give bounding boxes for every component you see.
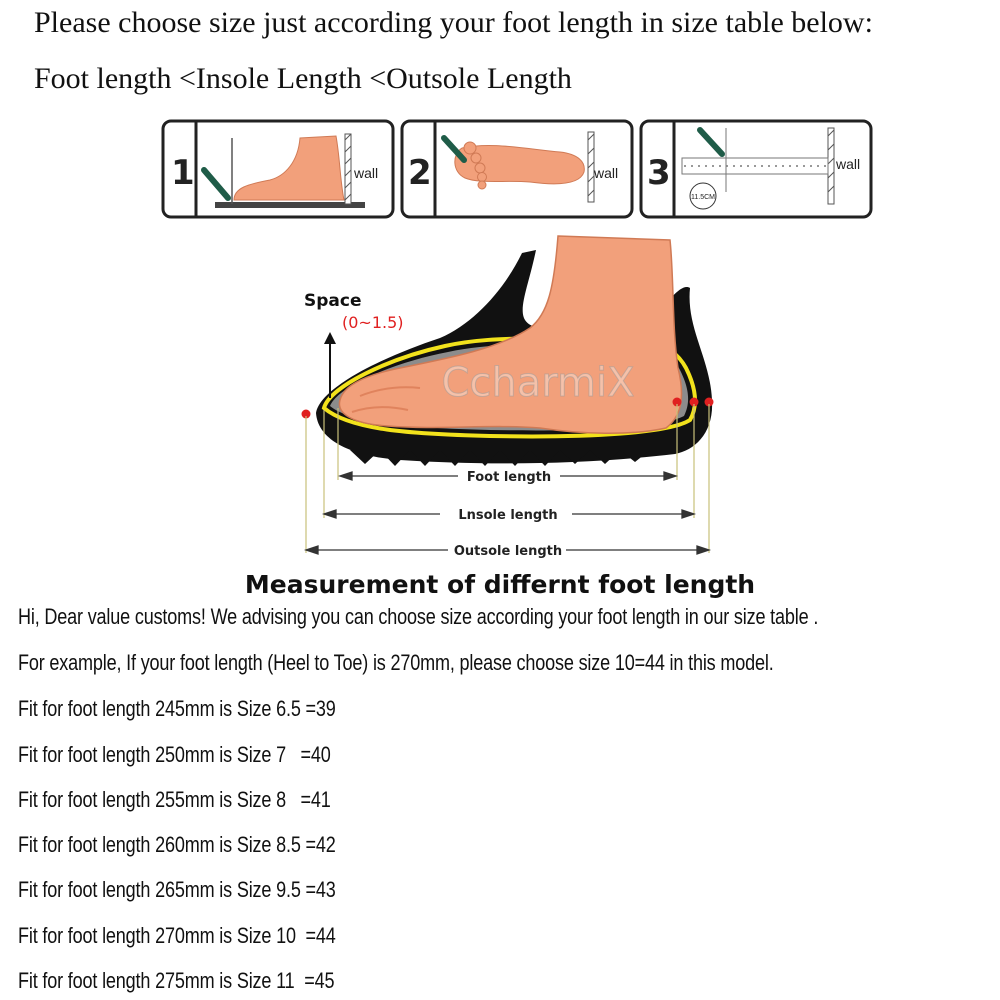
size-row-42: Fit for foot length 260mm is Size 8.5 =42 [18, 832, 336, 857]
space-range-label: (0~1.5) [342, 313, 404, 332]
insole-length-label: Lnsole length [458, 508, 558, 523]
step-3-wall-label: wall [836, 156, 861, 172]
measuring-steps-illustration [160, 118, 876, 222]
outsole-length-label: Outsole length [453, 544, 563, 559]
step-2-panel [402, 121, 632, 217]
step-2-wall-label: wall [594, 165, 619, 181]
step-3-number: 3 [647, 153, 671, 193]
header-line-2: Foot length <Insole Length <Outsole Length [34, 62, 572, 95]
step-1-wall-label: wall [354, 165, 379, 181]
header-line-1: Please choose size just according your foot length in size table below: [34, 6, 873, 39]
step-1-panel [163, 121, 393, 217]
foot-length-label: Foot length [466, 470, 552, 485]
brand-watermark: CcharmiX [441, 360, 635, 406]
size-row-41: Fit for foot length 255mm is Size 8 =41 [18, 787, 331, 812]
size-row-43: Fit for foot length 265mm is Size 9.5 =43 [18, 877, 336, 902]
step-2-number: 2 [408, 153, 432, 193]
space-label: Space [304, 291, 362, 311]
size-row-40: Fit for foot length 250mm is Size 7 =40 [18, 742, 331, 767]
size-row-45: Fit for foot length 275mm is Size 11 =45 [18, 968, 335, 993]
intro-text: Hi, Dear value customs! We advising you can choose size according your foot length in our size table . [18, 604, 819, 629]
step-3-measure-badge: 11.5CM [691, 194, 715, 201]
example-text: For example, If your foot length (Heel to Toe) is 270mm, please choose size 10=44 in this model. [18, 650, 774, 675]
size-row-44: Fit for foot length 270mm is Size 10 =44 [18, 923, 336, 948]
step-3-panel [641, 121, 871, 217]
step-1-number: 1 [171, 153, 195, 193]
size-row-39: Fit for foot length 245mm is Size 6.5 =39 [18, 696, 336, 721]
diagram-caption: Measurement of differnt foot length [244, 570, 756, 599]
foot-length-diagram [290, 228, 730, 568]
